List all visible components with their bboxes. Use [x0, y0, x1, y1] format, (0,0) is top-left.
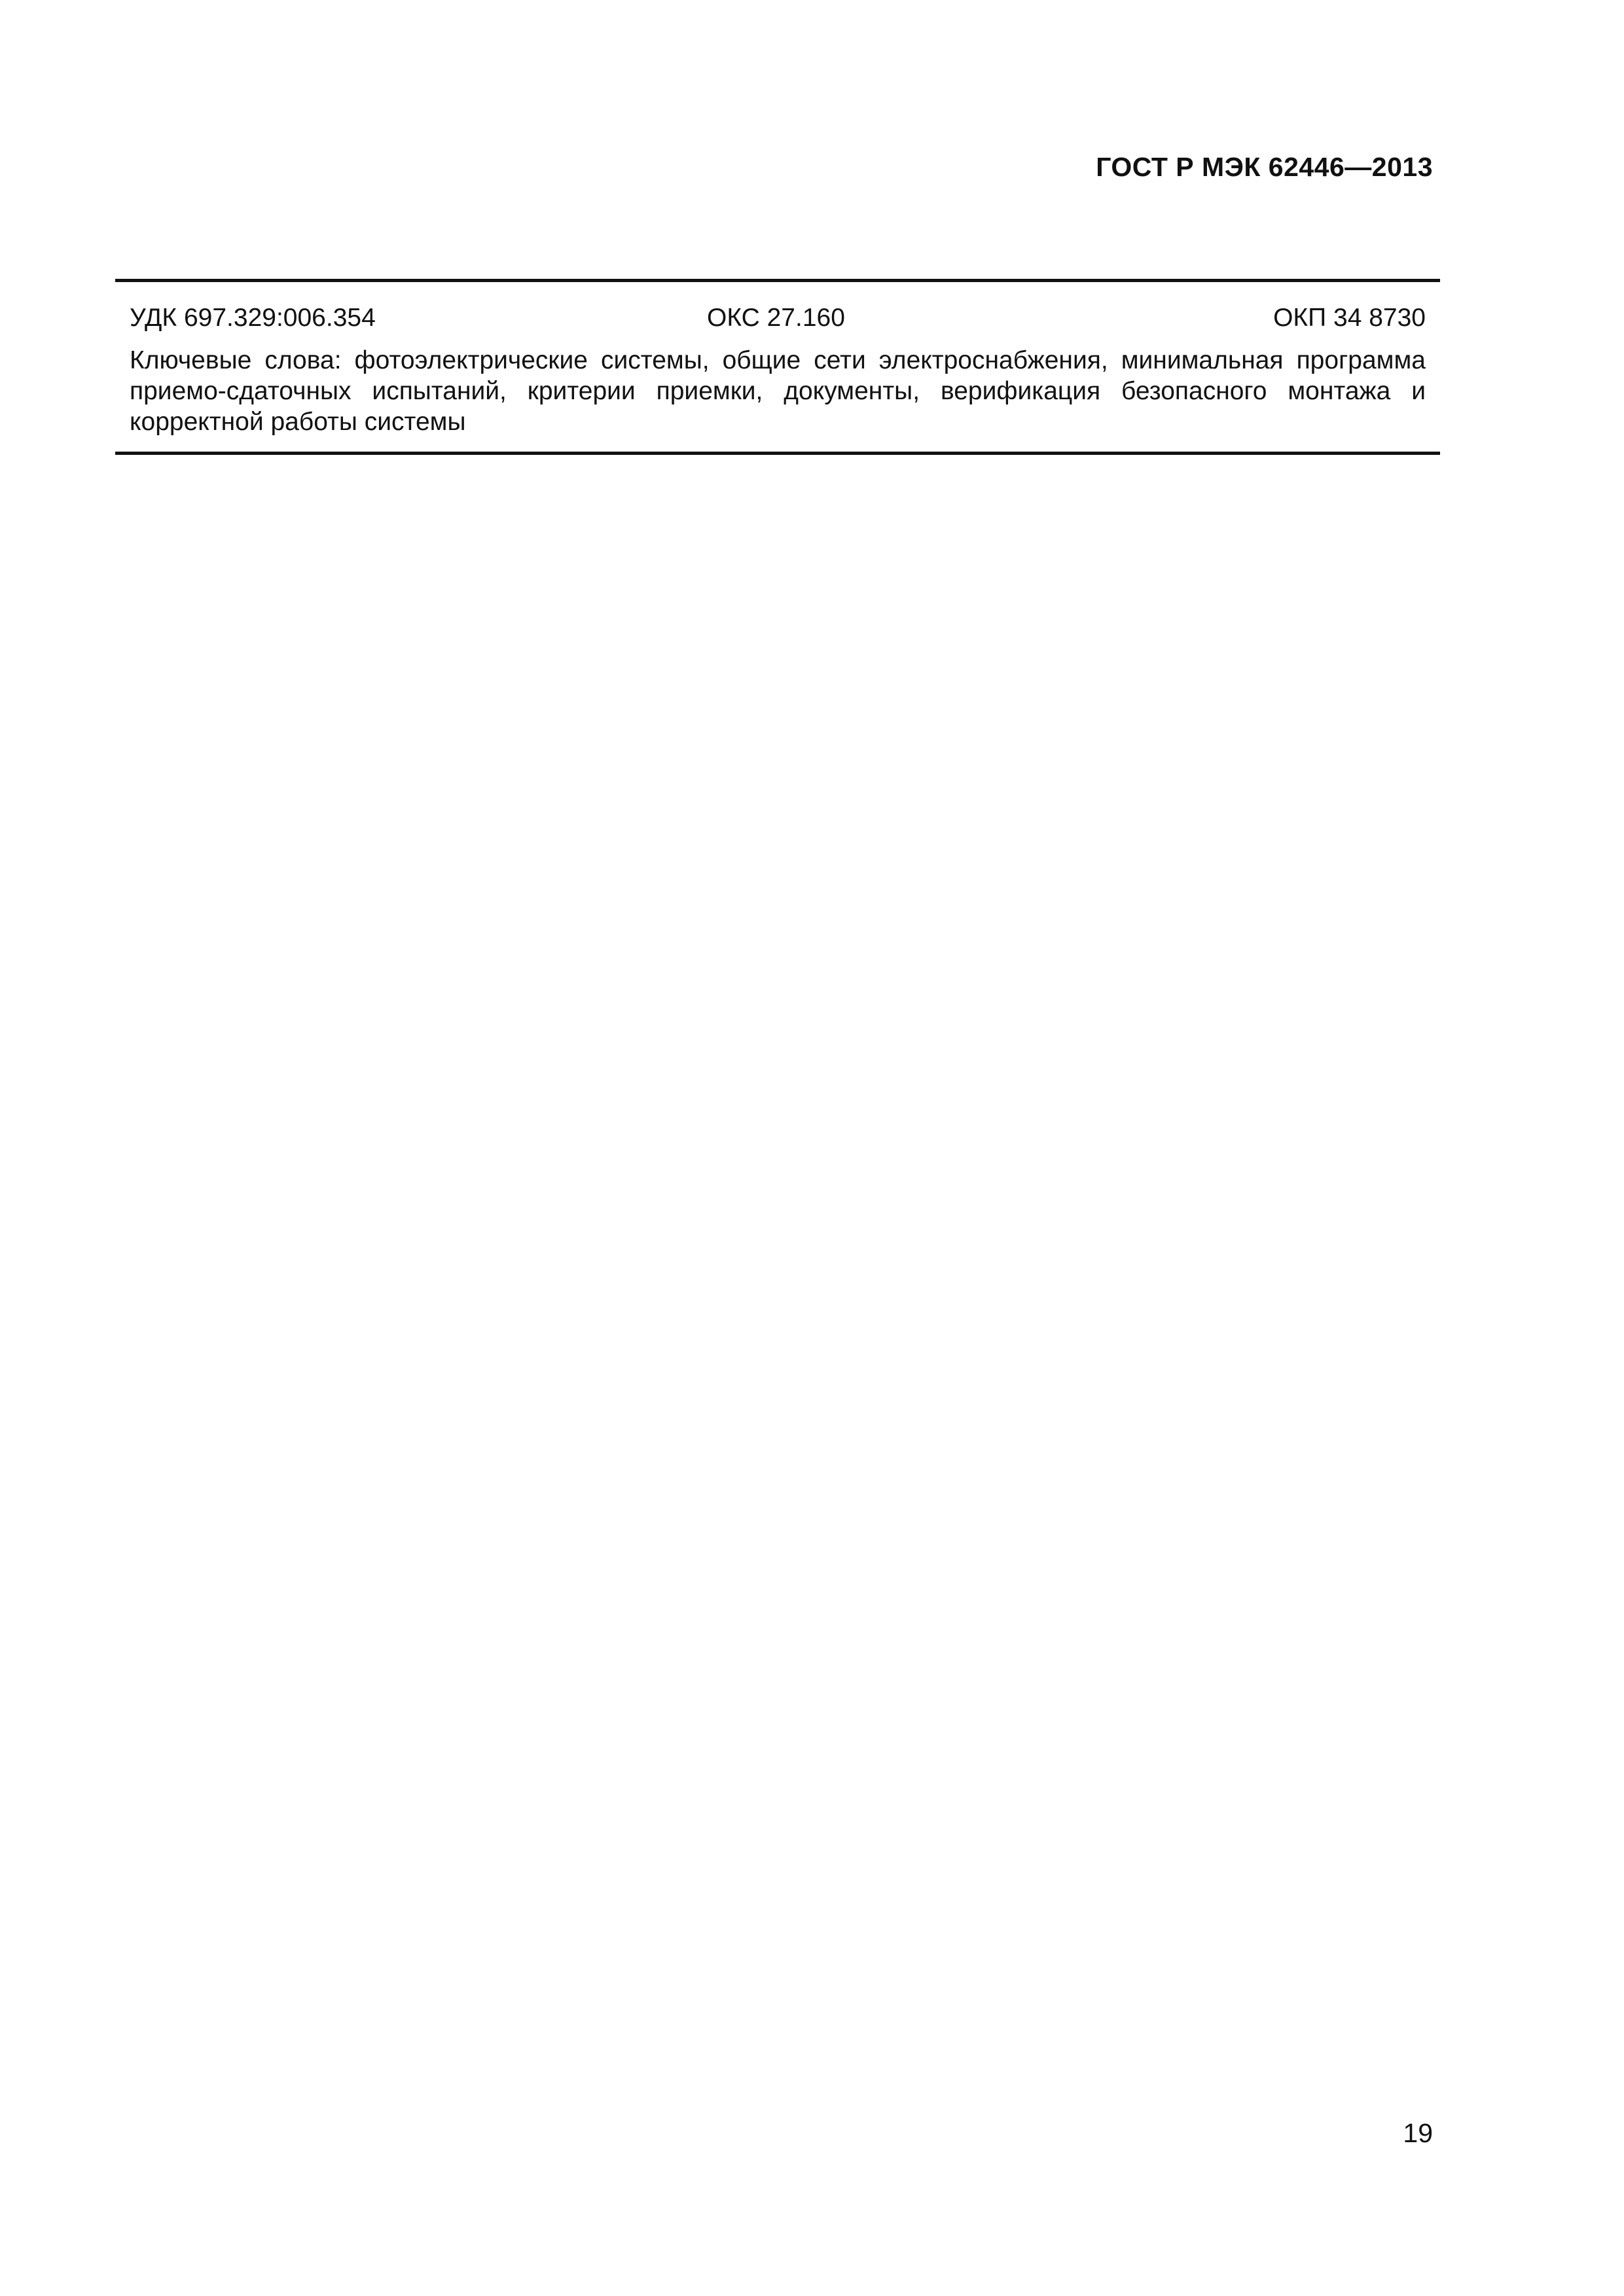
page-number: 19	[1403, 2118, 1433, 2148]
udc-code: УДК 697.329:006.354	[130, 304, 376, 332]
oks-code: ОКС 27.160	[707, 304, 845, 332]
keywords-paragraph: Ключевые слова: фотоэлектрические системы, общие сети электроснабжения, минимальная программа приемо-сдаточных испытаний, критерии приемки, документы, верификация безопасного монтажа и корректной работы системы	[130, 346, 1426, 436]
bibliographic-data-block	[115, 279, 1440, 455]
standard-designation-header: ГОСТ Р МЭК 62446—2013	[1096, 152, 1433, 182]
okp-code: ОКП 34 8730	[1273, 304, 1426, 332]
classification-codes-row	[130, 303, 1426, 333]
